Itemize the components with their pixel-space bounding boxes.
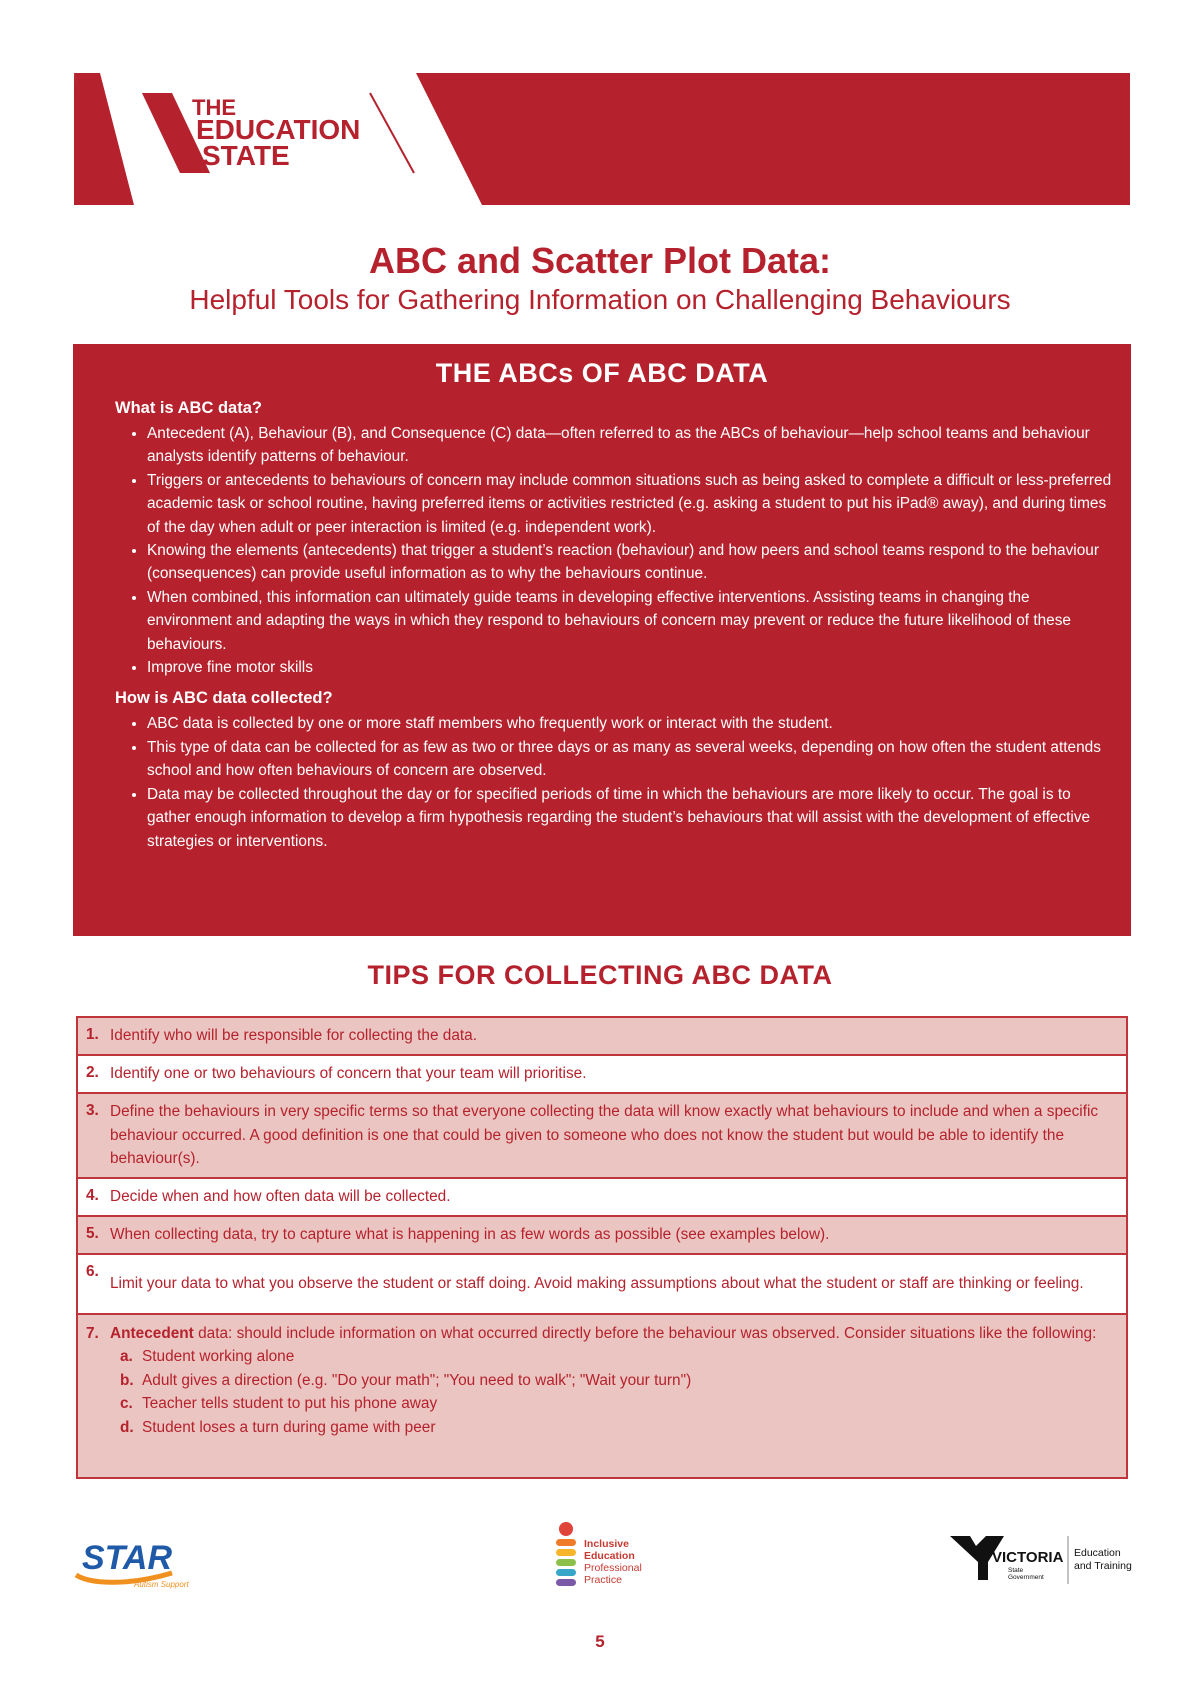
sub-item-text: Adult gives a direction (e.g. "Do your math"; "You need to walk"; "Wait your turn") — [142, 1371, 692, 1389]
list-item: • ABC data is collected by one or more staff members who frequently work or interact with the student. — [147, 712, 1117, 735]
tip-text: Limit your data to what you observe the student or staff doing. Avoid making assumptions about what the student or staff are thinking or feeling. — [110, 1275, 1084, 1293]
sub-item-letter: a. — [120, 1348, 133, 1366]
what-is-abc-list — [115, 422, 1117, 679]
sub-item — [110, 1416, 1116, 1439]
abc-data-panel — [73, 344, 1131, 936]
list-item: • Triggers or antecedents to behaviours of concern may include common situations such as being asked to complete a difficult or less-preferred academic task or school routine, having preferred items or activities restricted (e.g. asking a student to put his iPad® away), and during times of the day when adult or peer interaction is limited (e.g. independent work). — [147, 469, 1117, 539]
logo-line-3: STATE — [202, 140, 290, 171]
tip-text: Define the behaviours in very specific terms so that everyone collecting the data will know exactly what behaviours to include and when a specific behaviour occurred. A good definition is one that could be given to someone who does not know the student but would be able to identify the behaviour(s). — [110, 1103, 1099, 1168]
page-number: 5 — [595, 1632, 605, 1651]
star-logo-text: STAR — [82, 1539, 173, 1577]
page-title: ABC and Scatter Plot Data: — [368, 240, 832, 281]
victoria-government-logo — [948, 1532, 1138, 1592]
tips-heading: TIPS FOR COLLECTING ABC DATA — [367, 960, 833, 990]
tip-row-7 — [78, 1315, 1126, 1477]
tip-number: 5. — [86, 1225, 99, 1242]
sub-item-text: Teacher tells student to put his phone away — [142, 1395, 438, 1413]
ie-line-1: Inclusive — [584, 1538, 629, 1550]
tip-text: Identify who will be responsible for collecting the data. — [110, 1027, 478, 1045]
tip-row-2 — [78, 1056, 1126, 1094]
tips-table — [76, 1016, 1128, 1479]
star-autism-support-logo — [72, 1535, 212, 1589]
dept-line-1: Education — [1074, 1547, 1121, 1559]
tip-number: 3. — [86, 1102, 99, 1119]
tip-number: 1. — [86, 1026, 99, 1043]
logo-line-2: EDUCATION — [196, 114, 361, 145]
ie-line-2: Education — [584, 1550, 635, 1562]
star-tagline: Autism Support — [134, 1580, 189, 1589]
sub-item — [110, 1392, 1116, 1415]
tip-number: 4. — [86, 1187, 99, 1204]
abc-panel-heading: THE ABCs OF ABC DATA — [435, 358, 769, 388]
tip-text: Decide when and how often data will be collected. — [110, 1188, 451, 1206]
how-collected-heading: How is ABC data collected? — [115, 689, 333, 708]
tip-row-3 — [78, 1094, 1126, 1179]
vic-sub-line-2: Government — [1008, 1574, 1044, 1581]
tip-row-6 — [78, 1255, 1126, 1315]
list-item: • When combined, this information can ultimately guide teams in developing effective interventions. Assisting teams in changing the environment and adapting the ways in which they respond to behaviours of concern may prevent or reduce the future likelihood of these behaviours. — [147, 586, 1117, 656]
tip-row-1 — [78, 1018, 1126, 1056]
what-is-abc-heading: What is ABC data? — [115, 399, 262, 417]
tip-number: 2. — [86, 1064, 99, 1081]
inclusive-education-logo — [552, 1517, 662, 1593]
dept-line-2: and Training — [1074, 1560, 1132, 1572]
sub-item-letter: b. — [120, 1371, 134, 1389]
tip-row-5 — [78, 1217, 1126, 1255]
how-collected-list — [115, 712, 1117, 852]
logo-line-1: THE — [192, 95, 236, 120]
sub-item-text: Student working alone — [142, 1348, 295, 1366]
list-item: • Data may be collected throughout the day or for specified periods of time in which the behaviours are more likely to occur. The goal is to gather enough information to develop a firm hypothesis regarding the student’s behaviours that will assist with the development of effective strategies or interventions. — [147, 783, 1117, 853]
victoria-text: VICTORIA — [992, 1549, 1064, 1566]
sub-item — [110, 1345, 1116, 1368]
tip-text — [110, 1322, 1116, 1345]
sub-item — [110, 1369, 1116, 1392]
tip-text: Identify one or two behaviours of concern that your team will prioritise. — [110, 1065, 587, 1083]
sub-item-text: Student loses a turn during game with peer — [142, 1418, 436, 1436]
tip-bold-lead: Antecedent — [110, 1325, 194, 1342]
vic-sub-line-1: State — [1008, 1567, 1024, 1574]
title-block — [0, 240, 1200, 318]
tip-row-4 — [78, 1179, 1126, 1217]
tip-text: When collecting data, try to capture what is happening in as few words as possible (see examples below). — [110, 1226, 830, 1244]
list-item: • Improve fine motor skills — [147, 656, 1117, 679]
list-item: • This type of data can be collected for as few as two or three days or as many as several weeks, depending on how often the student attends school and how often behaviours of concern are observed. — [147, 736, 1117, 783]
tip-number: 7. — [86, 1325, 99, 1342]
page-subtitle: Helpful Tools for Gathering Information on Challenging Behaviours — [189, 284, 1011, 315]
ie-line-4: Practice — [584, 1574, 622, 1586]
header-banner — [74, 73, 1130, 205]
list-item: • Knowing the elements (antecedents) that trigger a student’s reaction (behaviour) and how peers and school teams respond to the behaviour (consequences) can provide useful information as to why the behaviours continue. — [147, 539, 1117, 586]
tip-number: 6. — [86, 1263, 99, 1280]
list-item: • Antecedent (A), Behaviour (B), and Consequence (C) data—often referred to as the ABCs of behaviour—help school teams and behaviour analysts identify patterns of behaviour. — [147, 422, 1117, 469]
sub-item-letter: d. — [120, 1418, 134, 1436]
ie-line-3: Professional — [584, 1562, 642, 1574]
tip-text-body: data: should include information on what occurred directly before the behaviour was observed. Consider situations like the following: — [193, 1325, 1097, 1342]
sub-item-letter: c. — [120, 1395, 133, 1413]
